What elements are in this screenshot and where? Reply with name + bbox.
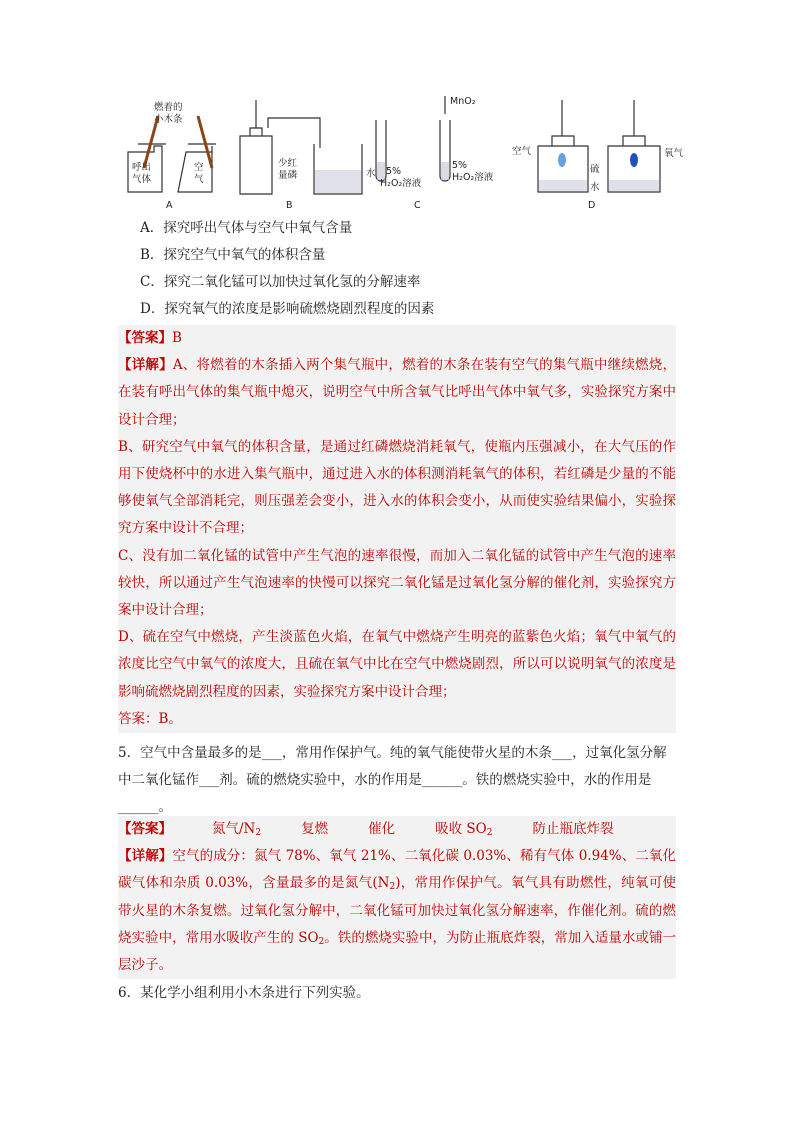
a-caption: A [166, 200, 173, 211]
q4-answer-block [118, 325, 676, 733]
q4-final: 答案：B。 [118, 710, 182, 727]
b-label-phosphorus-2: 量磷 [278, 170, 298, 181]
answer-1: 氮气/N [212, 821, 256, 837]
c-label-pct-left: 5% [386, 166, 402, 177]
option-b: B．探究空气中氧气的体积含量 [140, 247, 326, 263]
answer-4: 吸收 SO [435, 821, 487, 837]
q4-detail-c: C、没有加二氧化锰的试管中产生气泡的速率很慢，而加入二氧化锰的试管中产生气泡的速率较快，所以通过产生气泡速率的快慢可以探究二氧化锰是过氧化氢分解的催化剂，实验探究方案中设计合理； [118, 547, 676, 619]
c-label-solution-left: H₂O₂溶液 [380, 178, 422, 189]
b-label-phosphorus-1: 少红 [278, 158, 298, 169]
detail-tag: 【详解】 [118, 848, 173, 865]
apparatus-diagram [118, 96, 684, 212]
option-c: C．探究二氧化锰可以加快过氧化氢的分解速率 [140, 274, 421, 290]
b-caption: B [286, 200, 293, 211]
d-label-water: 水 [590, 182, 600, 193]
a-label-burning: 燃着的 [154, 102, 183, 113]
d-caption: D [588, 200, 596, 211]
q5-question: 5．空气中含量最多的是___，常用作保护气。纯的氧气能使带火星的木条___，过氧化氢分解中二氧化锰作___剂。硫的燃烧实验中，水的作用是______。铁的燃烧实验中，水的作用是______。 [118, 745, 667, 815]
detail-tag: 【详解】 [118, 357, 173, 374]
answer-2: 复燃 [301, 821, 329, 837]
q5-detail: 【详解】空气的成分：氮气 78%、氧气 21%、二氧化碳 0.03%、稀有气体 0.94%、二氧化碳气体和杂质 0.03%，含量最多的是氮气$(N_2)$，常用作保护气。氧气具有助燃性，纯氧可使带火星的木条复燃。过氧化氢分解中，二氧化锰可加快过氧化氢分解速率，作催化剂。硫的燃烧实验中，常用水吸收产生的 $SO_2$。铁的燃烧实验中，为防止瓶底炸裂，常加入适量水或铺一层沙子。 [118, 848, 677, 974]
experiment-figure [118, 96, 684, 212]
a-label-air-1: 空 [194, 162, 204, 173]
q4-detail-d: D、硫在空气中燃烧，产生淡蓝色火焰，在氧气中燃烧产生明亮的蓝紫色火焰；氧气中氧气的浓度比空气中氧气的浓度大，且硫在氧气中比在空气中燃烧剧烈，所以可以说明氧气的浓度是影响硫燃烧剧烈程度的因素，实验探究方案中设计合理； [118, 629, 676, 700]
answer-5: 防止瓶底炸裂 [532, 821, 614, 837]
b-flask [240, 136, 272, 194]
q4-detail-a [118, 352, 676, 434]
answer-value: B [172, 330, 182, 346]
c-caption: C [414, 200, 421, 211]
d-label-air: 空气 [512, 146, 532, 157]
q6-question: 6．某化学小组利用小木条进行下列实验。 [118, 985, 370, 1001]
answer-tag: 【答案】 [118, 821, 172, 837]
q5-answer-line: 【答案】 氮气$/N_2$ 复燃 催化 吸收 $SO_2$ 防止瓶底炸裂 [118, 821, 614, 838]
answer-tag: 【答案】 [118, 330, 172, 346]
q4-detail-b: B、研究空气中氧气的体积含量，是通过红磷燃烧消耗氧气，使瓶内压强减小，在大气压的作用下使烧杯中的水进入集气瓶中，通过进入水的体积测消耗氧气的体积，若红磷是少量的不能够使氧气全部消耗完，则压强差会变小，进入水的体积会变小，从而使实验结果偏小，实验探究方案中设计不合理； [118, 438, 676, 537]
answer-3: 催化 [368, 821, 396, 837]
detail-a-text: A、将燃着的木条插入两个集气瓶中，燃着的木条在装有空气的集气瓶中继续燃烧，在装有呼出气体的集气瓶中熄灭，说明空气中所含氧气比呼出气体中氧气多，实验探究方案中设计合理； [118, 357, 677, 428]
q4-answer-line [118, 325, 676, 352]
d-label-sulfur: 硫 [590, 164, 600, 175]
c-label-pct-right: 5% [452, 160, 468, 171]
a-label-stick: 小木条 [154, 114, 183, 125]
a-label-exhaled-1: 呼出 [132, 162, 152, 173]
a-label-exhaled-2: 气体 [132, 174, 152, 185]
a-label-air-2: 气 [194, 174, 204, 185]
c-label-mno2: MnO₂ [450, 96, 476, 107]
option-a: A．探究呼出气体与空气中氧气含量 [140, 220, 353, 236]
option-d: D．探究氧气的浓度是影响硫燃烧剧烈程度的因素 [140, 301, 435, 317]
q5-answer-block [118, 816, 676, 979]
d-label-oxygen: 氧气 [664, 148, 684, 159]
b-label-water: 水 [366, 168, 376, 179]
c-label-solution-right: H₂O₂溶液 [452, 172, 494, 183]
